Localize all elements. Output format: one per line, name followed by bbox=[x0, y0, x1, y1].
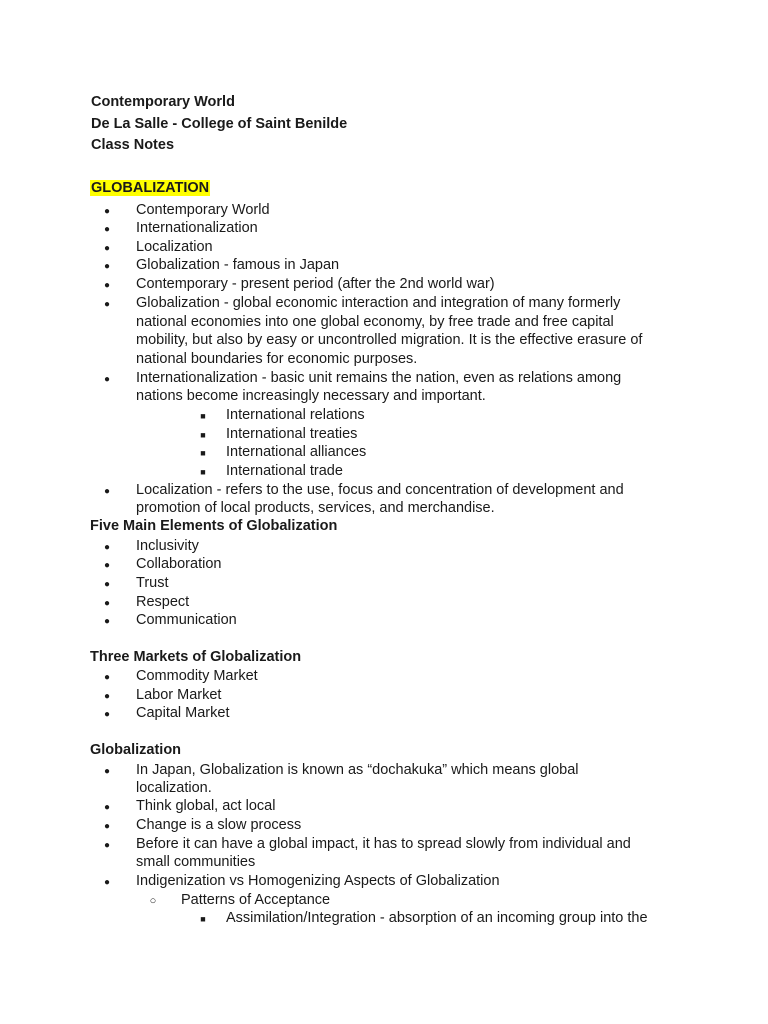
bullet-icon bbox=[100, 611, 114, 631]
list-item: Capital Market bbox=[136, 705, 230, 721]
square-bullet-icon bbox=[196, 425, 210, 444]
list-item: Change is a slow process bbox=[136, 817, 302, 833]
list-item: Localization bbox=[136, 239, 213, 255]
bullet-icon bbox=[100, 704, 114, 724]
sub-list-item: International trade bbox=[226, 463, 343, 479]
list-item-continued: mobility, but also by easy or uncontrolled migration. It is the effective erasure of bbox=[136, 332, 643, 348]
sub-list-item: Patterns of Acceptance bbox=[181, 892, 331, 908]
list-item: Respect bbox=[136, 594, 190, 610]
list-item: Communication bbox=[136, 612, 237, 628]
section-heading-globalization-2: Globalization bbox=[90, 742, 182, 758]
list-item-continued: national economies into one global economy, by free trade and free capital bbox=[136, 314, 614, 330]
list-item-continued: nations become increasingly necessary and important. bbox=[136, 388, 486, 404]
bullet-icon bbox=[100, 667, 114, 687]
list-item: Before it can have a global impact, it has to spread slowly from individual and bbox=[136, 836, 631, 852]
sub-list-item: International relations bbox=[226, 407, 365, 423]
list-item-continued: localization. bbox=[136, 780, 212, 796]
bullet-icon bbox=[100, 593, 114, 613]
list-item: Internationalization - basic unit remains the nation, even as relations among bbox=[136, 370, 622, 386]
bullet-icon bbox=[100, 219, 114, 239]
list-item: Commodity Market bbox=[136, 668, 258, 684]
list-item: Contemporary World bbox=[136, 202, 270, 218]
bullet-icon bbox=[100, 256, 114, 276]
square-bullet-icon bbox=[196, 443, 210, 462]
bullet-icon bbox=[100, 555, 114, 575]
square-bullet-icon bbox=[196, 909, 210, 928]
school-name: De La Salle - College of Saint Benilde bbox=[91, 116, 348, 132]
bullet-icon bbox=[100, 275, 114, 295]
bullet-icon bbox=[100, 835, 114, 855]
bullet-icon bbox=[100, 369, 114, 389]
bullet-icon bbox=[100, 481, 114, 501]
bullet-icon bbox=[100, 872, 114, 892]
section-heading-globalization bbox=[90, 179, 210, 197]
bullet-icon bbox=[100, 797, 114, 817]
doc-subtitle: Class Notes bbox=[91, 137, 175, 153]
bullet-icon bbox=[100, 537, 114, 557]
bullet-icon bbox=[100, 816, 114, 836]
list-item-continued: promotion of local products, services, and merchandise. bbox=[136, 500, 495, 516]
list-item: Globalization - global economic interaction and integration of many formerly bbox=[136, 295, 621, 311]
bullet-icon bbox=[100, 574, 114, 594]
bullet-icon bbox=[100, 294, 114, 314]
sub-list-item: International alliances bbox=[226, 444, 367, 460]
section-heading-markets: Three Markets of Globalization bbox=[90, 649, 302, 665]
bullet-icon bbox=[100, 201, 114, 221]
highlighted-heading: GLOBALIZATION bbox=[91, 180, 210, 196]
square-bullet-icon bbox=[196, 406, 210, 425]
square-bullet-icon bbox=[196, 462, 210, 481]
list-item: Internationalization bbox=[136, 220, 258, 236]
bullet-icon bbox=[100, 761, 114, 781]
list-item: Globalization - famous in Japan bbox=[136, 257, 340, 273]
list-item: In Japan, Globalization is known as “dochakuka” which means global bbox=[136, 762, 579, 778]
course-title: Contemporary World bbox=[91, 94, 235, 110]
bullet-icon bbox=[100, 686, 114, 706]
list-item: Contemporary - present period (after the 2nd world war) bbox=[136, 276, 495, 292]
circle-bullet-icon bbox=[146, 891, 160, 910]
bullet-icon bbox=[100, 238, 114, 258]
list-item: Inclusivity bbox=[136, 538, 199, 554]
list-item: Localization - refers to the use, focus and concentration of development and bbox=[136, 482, 624, 498]
section-heading-elements: Five Main Elements of Globalization bbox=[90, 518, 338, 534]
list-item: Collaboration bbox=[136, 556, 222, 572]
list-item: Think global, act local bbox=[136, 798, 276, 814]
list-item: Trust bbox=[136, 575, 169, 591]
list-item: Indigenization vs Homogenizing Aspects of Globalization bbox=[136, 873, 500, 889]
list-item-continued: national boundaries for economic purposes. bbox=[136, 351, 418, 367]
sub-sub-list-item: Assimilation/Integration - absorption of an incoming group into the bbox=[226, 910, 648, 926]
sub-list-item: International treaties bbox=[226, 426, 358, 442]
list-item-continued: small communities bbox=[136, 854, 256, 870]
list-item: Labor Market bbox=[136, 687, 222, 703]
